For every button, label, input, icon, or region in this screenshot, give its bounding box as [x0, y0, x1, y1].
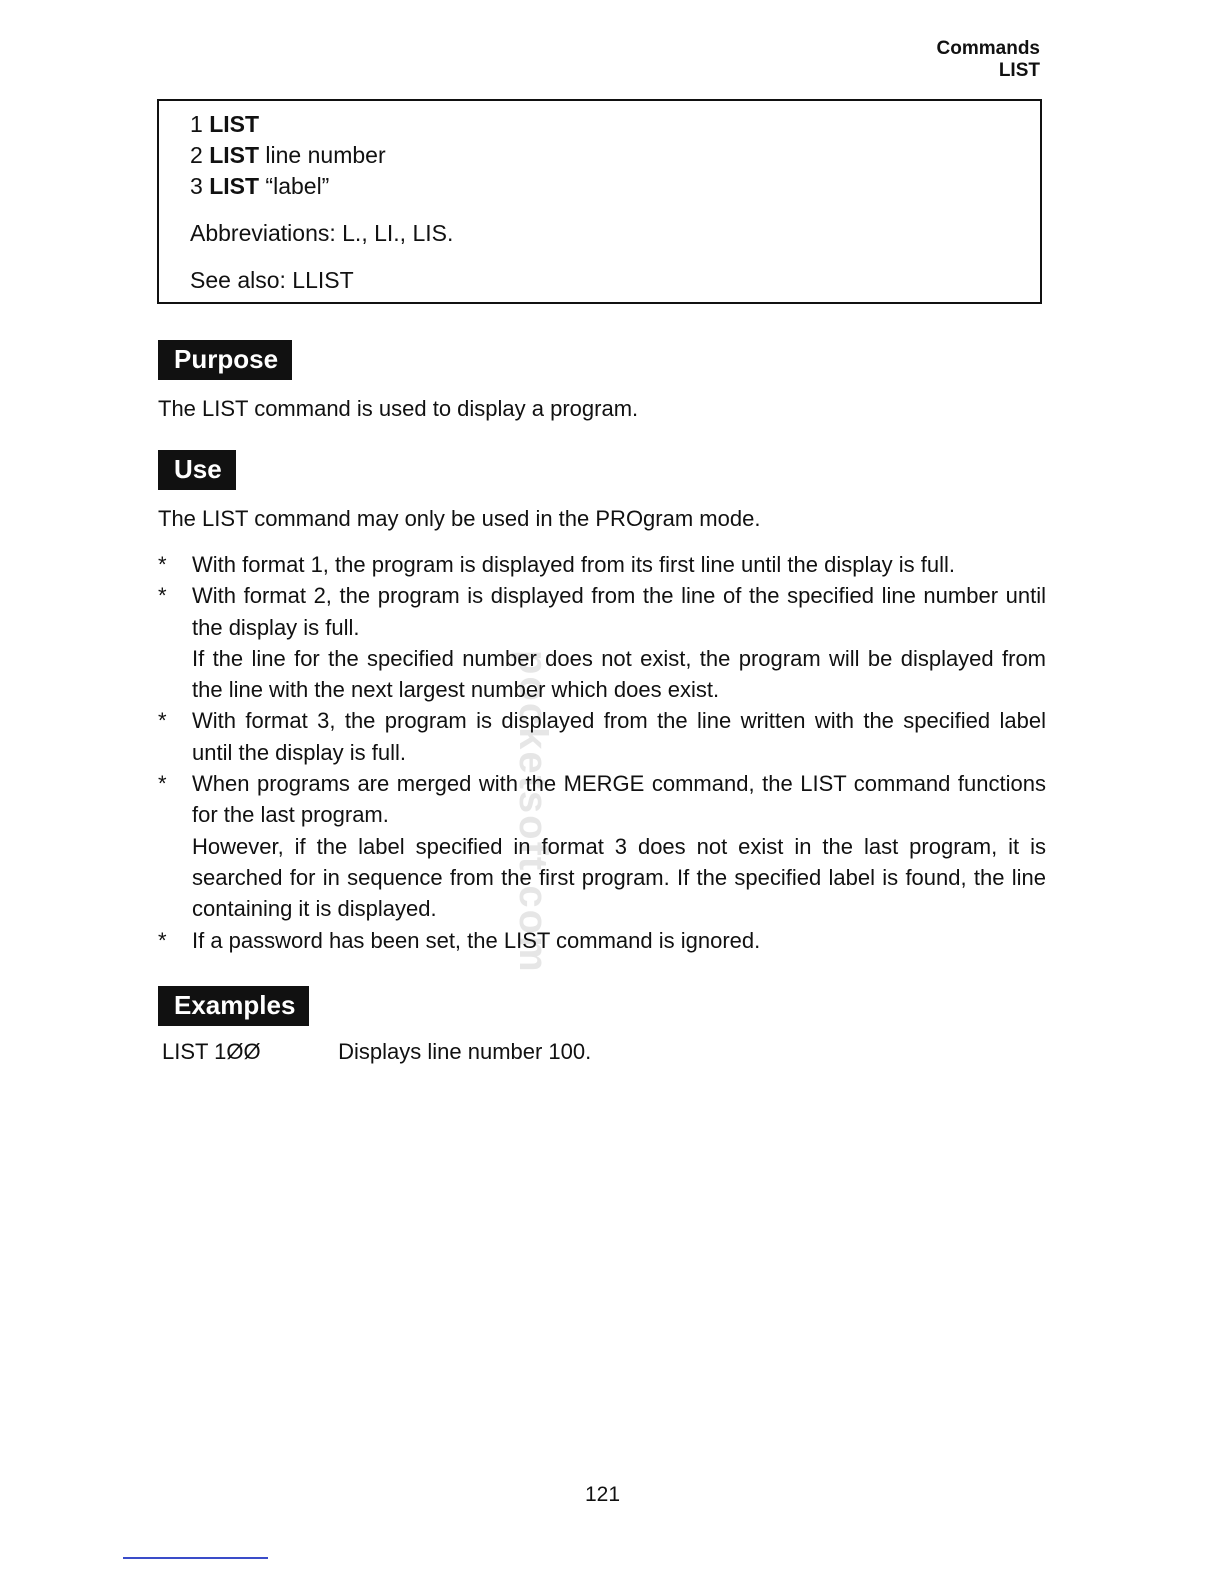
bullet-marker: *: [158, 927, 167, 953]
bullet-text: If the line for the specified number does not exist, the program will be displayed from the line with the next largest number which does exist.: [192, 645, 1046, 703]
format-argument: line number: [259, 142, 386, 168]
syntax-format-1: [190, 109, 1040, 140]
bullet-text: However, if the label specified in format 3 does not exist in the last program, it is searched for in sequence from the first program. If the specified label is found, the line containing it is displayed.: [192, 833, 1046, 922]
bullet-text: With format 3, the program is displayed from the line written with the specified label until the display is full.: [192, 708, 1046, 765]
examples-heading: Examples: [158, 986, 309, 1026]
example-description: Displays line number 100.: [338, 1039, 592, 1064]
footer-rule: [123, 1557, 268, 1559]
bullet-text: When programs are merged with the MERGE command, the LIST command functions for the last program.: [192, 771, 1046, 828]
page-number: 121: [585, 1483, 621, 1506]
syntax-box: [157, 99, 1042, 304]
purpose-text: The LIST command is used to display a program.: [158, 396, 639, 421]
example-row: [162, 1038, 591, 1066]
example-command: LIST 1ØØ: [162, 1039, 261, 1064]
bullet-marker: *: [158, 552, 167, 577]
bullet-item: [158, 580, 1046, 705]
bullet-text: With format 2, the program is displayed from the line of the specified line number until the display is full.: [192, 583, 1046, 640]
running-header: [937, 38, 1040, 82]
syntax-format-2: [190, 140, 1040, 171]
bullet-text: If a password has been set, the LIST command is ignored.: [192, 927, 761, 953]
see-also: See also: LLIST: [190, 267, 354, 293]
syntax-format-3: [190, 171, 1040, 202]
watermark: pocketsoft.com: [511, 650, 555, 974]
use-bullet-list: [158, 549, 1046, 956]
bullet-marker: *: [158, 771, 167, 797]
bullet-marker: *: [158, 583, 167, 609]
bullet-item: [158, 705, 1046, 768]
use-heading: Use: [158, 450, 236, 490]
header-section: Commands: [936, 38, 1040, 59]
purpose-heading: Purpose: [158, 340, 292, 380]
bullet-marker: *: [158, 708, 167, 734]
format-keyword: LIST: [209, 173, 260, 199]
use-intro: The LIST command may only be used in the PROgram mode.: [158, 506, 761, 531]
abbreviations: Abbreviations: L., LI., LIS.: [190, 220, 454, 246]
bullet-item: [158, 768, 1046, 924]
format-number: 2: [190, 142, 203, 168]
format-argument: “label”: [259, 173, 330, 199]
bullet-item: [158, 925, 1046, 956]
header-command: LIST: [998, 60, 1040, 81]
bullet-text: With format 1, the program is displayed from its first line until the display is full.: [192, 552, 955, 577]
bullet-item: [158, 549, 1046, 580]
format-keyword: LIST: [209, 111, 260, 137]
format-number: 3: [190, 173, 203, 199]
format-keyword: LIST: [209, 142, 260, 168]
format-number: 1: [190, 111, 203, 137]
